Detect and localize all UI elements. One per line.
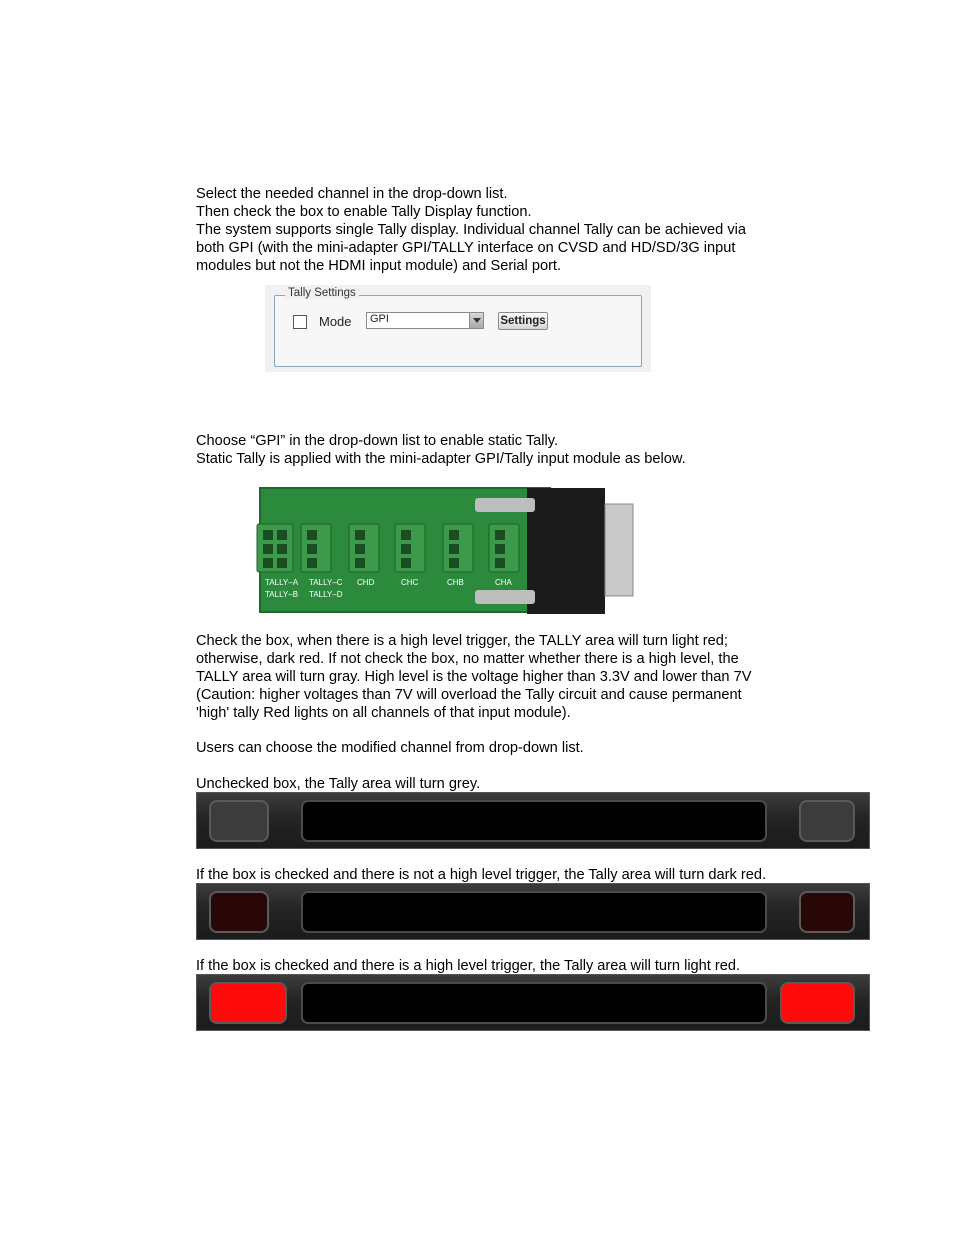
board-label: CHD	[357, 578, 375, 587]
intro-line: modules but not the HDMI input module) and Serial port.	[196, 258, 562, 274]
tally-settings-screenshot	[265, 285, 651, 372]
tally-lamp-right	[799, 800, 855, 842]
behavior-text	[196, 632, 836, 722]
board-label: TALLY–D	[309, 590, 343, 599]
mode-checkbox[interactable]	[293, 315, 307, 329]
example-caption: Unchecked box, the Tally area will turn grey.	[196, 776, 481, 792]
mode-dropdown[interactable]	[366, 312, 484, 329]
intro-text	[196, 185, 836, 275]
gpi-tally-adapter-photo	[255, 486, 635, 616]
chevron-down-icon[interactable]	[469, 313, 483, 328]
gpi-line: Static Tally is applied with the mini-adapter GPI/Tally input module as below.	[196, 451, 686, 467]
db-connector	[527, 488, 605, 614]
tally-bar-dark-red	[196, 883, 870, 940]
mode-label: Mode	[319, 314, 352, 329]
tally-bar-light-red	[196, 974, 870, 1031]
board-label: CHC	[401, 578, 419, 587]
tally-display-area	[301, 800, 767, 842]
gpi-line: Choose “GPI” in the drop-down list to enable static Tally.	[196, 433, 559, 449]
behavior-line: otherwise, dark red. If not check the box, no matter whether there is a high level, the	[196, 651, 739, 667]
board-label: CHB	[447, 578, 464, 587]
board-label: TALLY–A	[265, 578, 299, 587]
channel-note: Users can choose the modified channel from drop-down list.	[196, 740, 584, 756]
board-label: TALLY–C	[309, 578, 343, 587]
intro-line: Then check the box to enable Tally Display function.	[196, 204, 532, 220]
example-caption: If the box is checked and there is not a high level trigger, the Tally area will turn dark red.	[196, 867, 767, 883]
tally-display-area	[301, 891, 767, 933]
tally-lamp-left	[209, 800, 269, 842]
tally-lamp-left	[209, 982, 287, 1024]
settings-button[interactable]: Settings	[498, 312, 548, 330]
gpi-text	[196, 432, 836, 468]
behavior-line: TALLY area will turn gray. High level is the voltage higher than 3.3V and lower than 7V	[196, 669, 752, 685]
behavior-line: (Caution: higher voltages than 7V will overload the Tally circuit and cause permanent	[196, 687, 742, 703]
tally-bar-grey	[196, 792, 870, 849]
tally-lamp-left	[209, 891, 269, 933]
tally-settings-group	[274, 287, 642, 367]
tally-display-area	[301, 982, 767, 1024]
board-label: TALLY–B	[265, 590, 299, 599]
intro-line: The system supports single Tally display. Individual channel Tally can be achieved via	[196, 222, 746, 238]
board-label: CHA	[495, 578, 512, 587]
tally-settings-title: Tally Settings	[285, 287, 359, 299]
intro-line: Select the needed channel in the drop-down list.	[196, 186, 508, 202]
behavior-line: Check the box, when there is a high level trigger, the TALLY area will turn light red;	[196, 633, 728, 649]
tally-lamp-right	[780, 982, 855, 1024]
behavior-line: 'high' tally Red lights on all channels of that input module).	[196, 705, 571, 721]
tally-lamp-right	[799, 891, 855, 933]
intro-line: both GPI (with the mini-adapter GPI/TALLY interface on CVSD and HD/SD/3G input	[196, 240, 736, 256]
example-caption: If the box is checked and there is a high level trigger, the Tally area will turn light red.	[196, 958, 741, 974]
mode-dropdown-value: GPI	[370, 313, 389, 325]
